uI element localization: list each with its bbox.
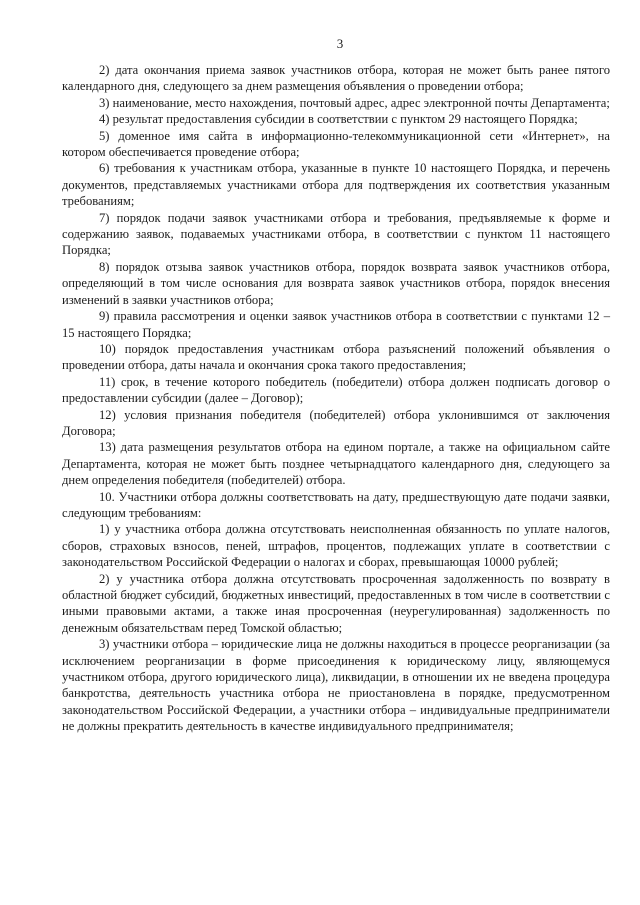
paragraph-item-2: 2) дата окончания приема заявок участников отбора, которая не может быть ранее пятого календарного дня, следующего за днем размещения объявления о проведении отбора; bbox=[62, 63, 610, 94]
paragraph-item-5: 5) доменное имя сайта в информационно-телекоммуникационной сети «Интернет», на котором обеспечивается проведение отбора; bbox=[62, 128, 610, 160]
paragraph-requirement-3: 3) участники отбора – юридические лица не должны находиться в процессе реорганизации (за исключением реорганизации в форме присоединения к юридическому лицу, являющемуся участником отбора, другого юридического лица), ликвидации, в отношении их не введена процедура банкротства, деятельность участника отбора не приостановлена в порядке, предусмотренном законодательством Российской Федерации, а участники отбора – индивидуальные предприниматели не должны прекратить деятельность в качестве индивидуального предпринимателя; bbox=[62, 637, 610, 734]
page-number: 3 bbox=[336, 36, 344, 51]
paragraph-item-13: 13) дата размещения результатов отбора на едином портале, а также на официальном сайте Департамента, которая не может быть позднее четырнадцатого календарного дня, следующего за днем определения победителя (победителей) отбора. bbox=[62, 440, 610, 488]
paragraph-item-9: 9) правила рассмотрения и оценки заявок участников отбора в соответствии с пунктами 12 – 15 настоящего Порядка; bbox=[62, 309, 610, 340]
paragraph-item-4: 4) результат предоставления субсидии в соответствии с пунктом 29 настоящего Порядка; bbox=[99, 112, 578, 127]
paragraph-item-6: 6) требования к участникам отбора, указанные в пункте 10 настоящего Порядка, и перечень документов, представляемых участниками отбора для подтверждения их соответствия указанным требованиям; bbox=[62, 161, 610, 209]
paragraph-item-11: 11) срок, в течение которого победитель (победители) отбора должен подписать договор о предоставлении субсидии (далее – Договор); bbox=[62, 374, 610, 406]
paragraph-clause-10: 10. Участники отбора должны соответствовать на дату, предшествующую дате подачи заявки, следующим требованиям: bbox=[62, 489, 610, 520]
paragraph-item-10: 10) порядок предоставления участникам отбора разъяснений положений объявления о проведении отбора, даты начала и окончания срока такого предоставления; bbox=[62, 341, 610, 373]
paragraph-requirement-2: 2) у участника отбора должна отсутствовать просроченная задолженность по возврату в областной бюджет субсидий, бюджетных инвестиций, предоставленных в том числе в соответствии с иными правовыми актами, а также иная просроченная (неурегулированная) задолженность по денежным обязательствам перед Томской областью; bbox=[62, 571, 610, 635]
paragraph-item-12: 12) условия признания победителя (победителей) отбора уклонившимся от заключения Договора; bbox=[62, 407, 610, 438]
paragraph-requirement-1: 1) у участника отбора должна отсутствовать неисполненная обязанность по уплате налогов, сборов, страховых взносов, пеней, штрафов, процентов, подлежащих уплате в соответствии с законодательством Российской Федерации о налогах и сборах, превышающая 10000 рублей; bbox=[62, 522, 610, 570]
paragraph-item-8: 8) порядок отзыва заявок участников отбора, порядок возврата заявок участников отбора, определяющий в том числе основания для возврата заявок участников отбора, порядок внесения изменений в заявки участников отбора; bbox=[62, 259, 610, 307]
paragraph-item-7: 7) порядок подачи заявок участниками отбора и требования, предъявляемые к форме и содержанию заявок, подаваемых участниками отбора, в соответствии с пунктом 11 настоящего Порядка; bbox=[62, 210, 610, 258]
paragraph-item-3: 3) наименование, место нахождения, почтовый адрес, адрес электронной почты Департамента; bbox=[99, 95, 610, 110]
document-body bbox=[62, 62, 610, 735]
